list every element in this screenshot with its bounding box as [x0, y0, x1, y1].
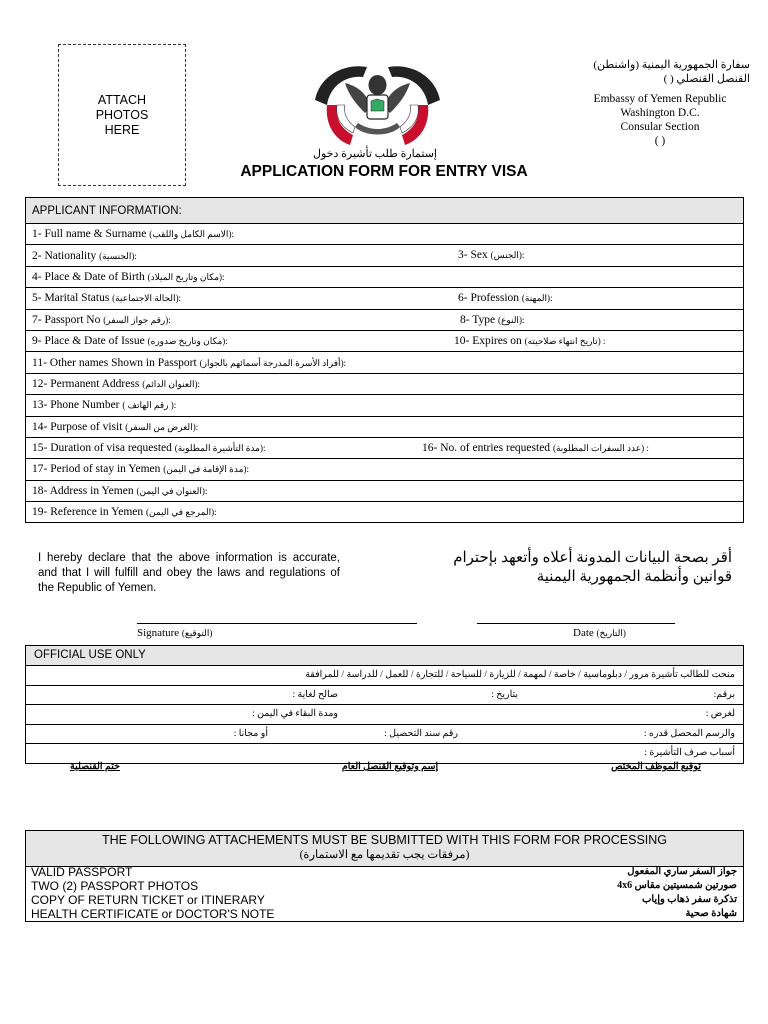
signature-label-ar: (التوقيع): [181, 628, 213, 638]
field-phone[interactable]: [26, 395, 744, 416]
declaration-en: I hereby declare that the above information is accurate, and that I will fulfill and obey the laws and regulations of the Republic of Yemen.: [38, 552, 340, 594]
photo-box-line2: PHOTOS: [95, 108, 149, 122]
label-entries-ar: (عدد السفرات المطلوبة) :: [552, 442, 649, 453]
label-sex: 3- Sex: [458, 249, 488, 262]
attachments-box: [25, 830, 744, 922]
label-duration-ar: (مدة التأشيرة المطلوبة):: [174, 443, 266, 454]
label-reference-ar: (المرجع في اليمن):: [146, 507, 217, 518]
label-stay-ar: (مدة الإقامة في اليمن):: [163, 464, 249, 475]
photo-box-line1: ATTACH: [97, 93, 147, 107]
official-receipt: رقم سند التحصيل :: [384, 728, 458, 739]
label-type: 8- Type: [460, 313, 496, 326]
date-label-en: Date: [573, 627, 594, 639]
attachments-header-ar: (مرفقات يجب تقديمها مع الاستمارة): [299, 849, 470, 861]
attachments-header-en: THE FOLLOWING ATTACHEMENTS MUST BE SUBMITTED WITH THIS FORM FOR PROCESSING: [101, 833, 668, 847]
official-row-3: [26, 705, 743, 725]
label-expires-ar: (تاريخ انتهاء صلاحيته) :: [524, 335, 606, 346]
embassy-en-line4: ( ): [654, 135, 666, 147]
label-type-ar: (النوع):: [497, 314, 525, 325]
sig-officer: توقيع الموظف المختص: [611, 762, 701, 772]
date-line[interactable]: [477, 623, 675, 624]
label-permanent-address: 12- Permanent Address: [32, 377, 140, 390]
field-purpose[interactable]: [26, 416, 744, 437]
sig-consul: إسم وتوقيع القنصل العام: [341, 762, 439, 772]
label-other-names-ar: (أفراد الأسرة المدرجة أسمائهم بالجواز):: [199, 357, 347, 368]
field-stay[interactable]: [26, 459, 744, 480]
official-date: بتاريخ :: [491, 689, 518, 700]
field-duration-entries[interactable]: [26, 437, 744, 458]
label-phone-ar: ( رقم الهاتف ):: [122, 400, 177, 411]
signature-label-en: Signature: [137, 627, 180, 639]
label-permanent-address-ar: (العنوان الدائم):: [142, 378, 200, 389]
field-nationality-sex[interactable]: [26, 245, 744, 266]
label-purpose-ar: (الغرض من السفر):: [125, 421, 199, 432]
label-passport: 7- Passport No: [32, 313, 101, 326]
label-birth: 4- Place & Date of Birth: [32, 270, 145, 283]
field-full-name[interactable]: [26, 224, 744, 245]
declaration-ar: أقر بصحة البيانات المدونة أعلاه وأتعهد بإحترام قوانين وأنظمة الجمهورية اليمنية: [453, 550, 732, 585]
embassy-ar-line1: سفارة الجمهورية اليمنية (واشنطن): [593, 59, 750, 71]
official-visa-types: منحت للطالب تأشيرة مرور / دبلوماسية / خاصة / لمهمة / للزيارة / للسياحة / للتجارة / للعمل / للدراسة / للمرافقة: [305, 670, 735, 680]
official-stay-duration: ومدة البقاء في اليمن :: [252, 709, 338, 719]
applicant-table: [25, 197, 744, 523]
signature-line[interactable]: [137, 623, 417, 624]
label-marital-ar: (الحالة الاجتماعية):: [112, 293, 182, 304]
label-profession-ar: (المهنة):: [521, 293, 553, 304]
label-nationality-ar: (الجنسية):: [99, 250, 137, 261]
label-marital: 5- Marital Status: [32, 292, 110, 305]
label-purpose: 14- Purpose of visit: [32, 420, 123, 433]
attachments-header: [26, 831, 743, 867]
official-number: برقم:: [713, 689, 735, 700]
embassy-en-line1: Embassy of Yemen Republic: [593, 93, 727, 105]
attachment-item-3-ar: تذكرة سفر ذهاب وإياب: [641, 894, 737, 905]
attachment-item-2: TWO (2) PASSPORT PHOTOS: [31, 879, 199, 893]
official-fee: والرسم المحصل قدره :: [643, 728, 735, 739]
label-full-name: 1- Full name & Surname: [32, 228, 147, 241]
official-reasons: أسباب صرف التأشيرة :: [644, 748, 735, 758]
label-nationality: 2- Nationality: [32, 249, 97, 262]
label-yemen-address: 18- Address in Yemen: [32, 484, 134, 497]
attachment-item-1: VALID PASSPORT: [31, 865, 133, 879]
label-passport-ar: (رقم جواز السفر):: [103, 314, 171, 325]
signature-label: [137, 627, 212, 639]
field-birth[interactable]: [26, 266, 744, 287]
embassy-en-line3: Consular Section: [620, 121, 700, 133]
date-label-ar: (التاريخ): [596, 628, 626, 638]
embassy-ar-line2: القنصل القنصلي ( ): [663, 73, 750, 85]
emblem-caption: إستمارة طلب تأشيرة دخول: [313, 148, 437, 160]
official-row-2: [26, 686, 743, 706]
official-use-box: [25, 645, 744, 764]
official-header: OFFICIAL USE ONLY: [26, 646, 743, 666]
applicant-header: APPLICANT INFORMATION:: [26, 198, 744, 224]
official-row-5: [26, 744, 743, 763]
field-reference[interactable]: [26, 502, 744, 523]
label-sex-ar: (الجنس):: [490, 250, 525, 261]
official-purpose: لغرض :: [705, 709, 735, 719]
label-profession: 6- Profession: [458, 292, 520, 305]
label-full-name-ar: (الاسم الكامل واللقب):: [149, 229, 234, 240]
label-other-names: 11- Other names Shown in Passport: [32, 356, 197, 369]
field-issue-expiry[interactable]: [26, 330, 744, 351]
label-reference: 19- Reference in Yemen: [32, 506, 144, 519]
sig-stamp: ختم القنصلية: [70, 762, 120, 772]
attachment-item-3: COPY OF RETURN TICKET or ITINERARY: [31, 893, 265, 907]
label-yemen-address-ar: (العنوان في اليمن):: [136, 485, 208, 496]
field-permanent-address[interactable]: [26, 373, 744, 394]
label-duration: 15- Duration of visa requested: [32, 442, 172, 455]
field-passport-type[interactable]: [26, 309, 744, 330]
official-free: أو مجانا :: [233, 728, 268, 739]
official-row-4: [26, 725, 743, 745]
photo-box-line3: HERE: [104, 123, 140, 137]
field-yemen-address[interactable]: [26, 480, 744, 501]
embassy-en-line2: Washington D.C.: [620, 107, 700, 119]
label-phone: 13- Phone Number: [32, 399, 120, 412]
attachment-item-4-ar: شهادة صحية: [685, 908, 737, 919]
date-label: [573, 627, 626, 639]
label-stay: 17- Period of stay in Yemen: [32, 463, 161, 476]
official-row-1: [26, 666, 743, 686]
official-valid-until: صالح لغاية :: [292, 689, 338, 700]
field-other-names[interactable]: [26, 352, 744, 373]
form-title: APPLICATION FORM FOR ENTRY VISA: [240, 163, 528, 180]
label-entries: 16- No. of entries requested: [422, 441, 551, 454]
attachment-item-1-ar: جواز السفر ساري المفعول: [627, 866, 737, 877]
attachment-item-2-ar: صورتين شمسيتين مقاس 4x6: [617, 880, 737, 891]
label-expires: 10- Expires on: [454, 334, 522, 347]
field-marital-profession[interactable]: [26, 288, 744, 309]
label-birth-ar: (مكان وتاريخ الميلاد):: [147, 271, 225, 282]
label-issue: 9- Place & Date of Issue: [32, 335, 145, 348]
attachment-item-4: HEALTH CERTIFICATE or DOCTOR'S NOTE: [31, 907, 275, 921]
label-issue-ar: (مكان وتاريخ صدوره):: [147, 336, 228, 347]
yemen-emblem-icon: [305, 55, 450, 150]
